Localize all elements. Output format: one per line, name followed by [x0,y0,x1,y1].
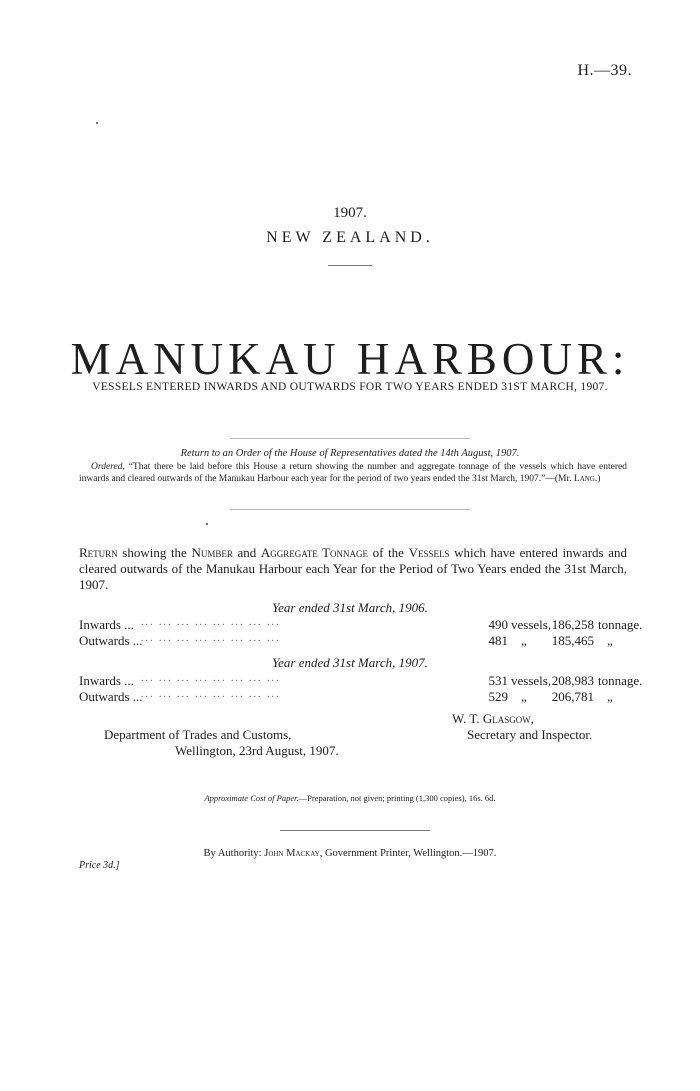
return-text: showing the [117,545,192,560]
vessel-unit: „ [521,633,527,648]
tonnage-value: 185,465 [551,633,594,648]
leader-dots: ... ... ... ... ... ... ... ... [141,689,281,700]
year-heading: Year ended 31st March, 1906. [272,600,428,615]
ordered-member: Lang [573,474,595,484]
return-paragraph [79,545,627,593]
approximate-cost-text: —Preparation, not given; printing (1,300 copies), 16s. 6d. [298,793,496,803]
price-note: Price 3d.] [79,860,120,871]
return-text: and [232,545,261,560]
place-date-line: Wellington, 23rd August, 1907. [175,743,339,758]
signatory-name-end: , [530,711,534,726]
table-row [79,673,643,689]
row-label: Inwards ... [79,617,134,632]
signatory-surname: Glasgow [482,711,531,726]
tonnage-unit: tonnage. [598,617,643,632]
table-row [79,689,627,705]
return-text: which have entered inwards and cleared outwards of the Manukau Harbour each Year for the Period of Two Years ended the 31st March, 1907. [79,545,627,592]
page-number: H.—39. [577,62,632,79]
vessel-unit: „ [521,689,527,704]
ordered-end: .) [594,474,601,484]
approximate-cost [0,793,700,803]
signatory-name [452,711,534,727]
document-year: 1907. [333,205,367,221]
row-label: Outwards ... [79,633,143,648]
vessel-count: 529 [488,689,508,704]
return-text: of the [368,545,409,560]
divider-rule [230,438,470,439]
return-keyword: Aggregate Tonnage [260,545,369,560]
row-label: Inwards ... [79,673,134,688]
document-title: MANUKAU HARBOUR: [70,334,630,384]
printer-prefix: By Authority: [203,848,265,859]
tonnage-value: 186,258 [551,617,594,632]
divider-rule [280,830,430,831]
divider-rule [328,265,372,266]
order-paragraph [79,461,627,485]
document-subtitle: VESSELS ENTERED INWARDS AND OUTWARDS FOR TWO YEARS ENDED 31ST MARCH, 1907. [92,381,608,393]
vessel-count: 490 [488,617,508,632]
return-lead: Return [79,545,118,560]
print-speck [96,122,98,124]
return-keyword: Number [191,545,233,560]
table-row [79,633,627,649]
vessel-unit: vessels, [511,673,552,688]
leader-dots: ... ... ... ... ... ... ... ... [141,633,281,644]
printer-line [0,848,700,859]
leader-dots: ... ... ... ... ... ... ... ... [141,673,281,684]
ordered-label: Ordered, [91,462,125,472]
vessel-count: 531 [488,673,508,688]
tonnage-value: 208,983 [551,673,594,688]
approximate-cost-label: Approximate Cost of Paper. [204,793,299,803]
leader-dots: ... ... ... ... ... ... ... ... [141,617,281,628]
printer-suffix: , Government Printer, Wellington.—1907. [319,848,497,859]
signatory-initials: W. T. [452,711,483,726]
year-heading: Year ended 31st March, 1907. [272,655,428,670]
tonnage-value: 206,781 [551,689,594,704]
vessel-count: 481 [488,633,508,648]
department-line: Department of Trades and Customs, [104,727,292,742]
row-label: Outwards ... [79,689,143,704]
tonnage-unit: „ [607,633,613,648]
tonnage-unit: „ [607,689,613,704]
printer-name: John Mackay [264,848,320,859]
tonnage-unit: tonnage. [598,673,643,688]
divider-rule [230,509,470,510]
return-keyword: Vessels [408,545,450,560]
table-row [79,617,643,633]
print-speck [206,523,208,525]
ordered-text: “That there be laid before this House a return showing the number and aggregate tonnage of the vessels which have entered inwards and cleared outwards of the Manukau Harbour each year for the period of two years ended the 31st March, 1907.”—(Mr. [79,462,628,484]
signatory-title: Secretary and Inspector. [467,727,593,742]
vessel-unit: vessels, [511,617,552,632]
return-order-line: Return to an Order of the House of Representatives dated the 14th August, 1907. [180,448,520,459]
country-heading: NEW ZEALAND. [266,229,434,246]
